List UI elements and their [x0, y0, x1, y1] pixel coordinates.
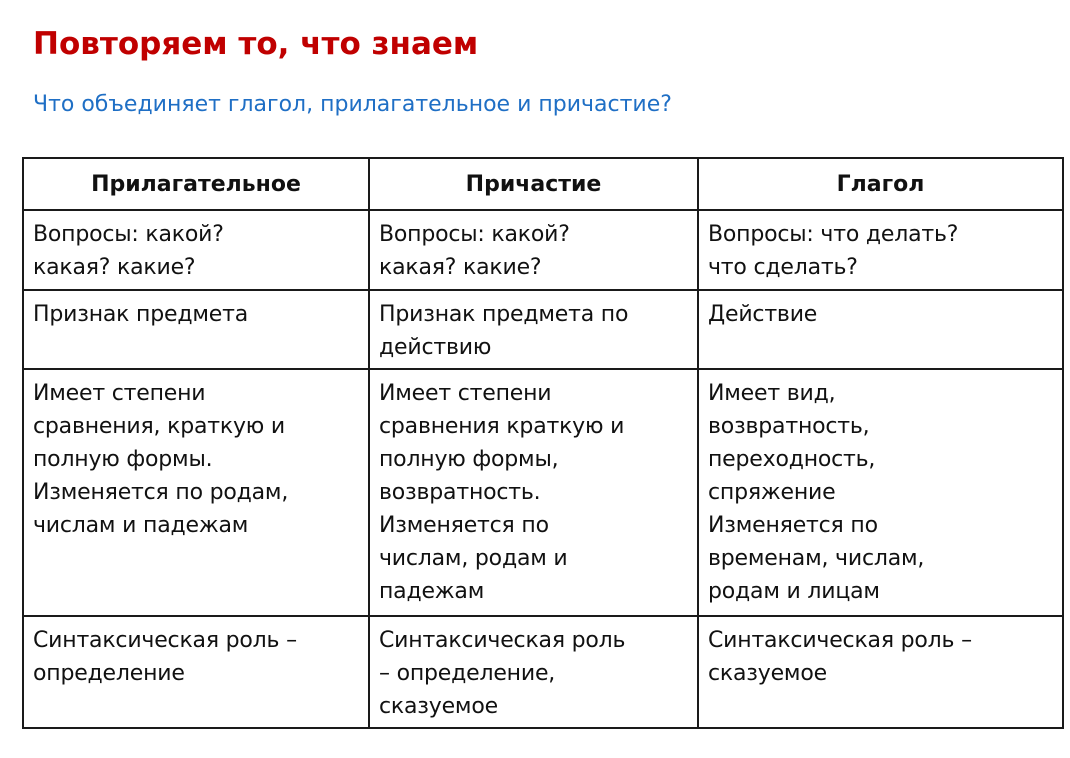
table-cell: Вопросы: какой? какая? какие? [369, 210, 698, 290]
table-cell: Признак предмета [23, 290, 369, 369]
comparison-table [22, 157, 1064, 729]
header-adjective: Прилагательное [23, 158, 369, 210]
header-participle: Причастие [369, 158, 698, 210]
table-row-features [23, 369, 1063, 616]
table-cell: Признак предмета по действию [369, 290, 698, 369]
table-cell: Синтаксическая роль – сказуемое [698, 616, 1063, 728]
table-cell: Имеет степени сравнения, краткую и полную формы. Изменяется по родам, числам и падежам [23, 369, 369, 616]
table-row-meaning [23, 290, 1063, 369]
table-cell: Синтаксическая роль – определение [23, 616, 369, 728]
table-cell: Имеет вид, возвратность, переходность, спряжение Изменяется по временам, числам, родам и лицам [698, 369, 1063, 616]
header-verb: Глагол [698, 158, 1063, 210]
table-cell: Синтаксическая роль – определение, сказуемое [369, 616, 698, 728]
table-cell: Имеет степени сравнения краткую и полную формы, возвратность. Изменяется по числам, родам и падежам [369, 369, 698, 616]
table-row-questions [23, 210, 1063, 290]
table-row-syntax [23, 616, 1063, 728]
table-cell: Вопросы: какой? какая? какие? [23, 210, 369, 290]
table-cell: Вопросы: что делать? что сделать? [698, 210, 1063, 290]
table-header-row [23, 158, 1063, 210]
slide-title: Повторяем то, что знаем [33, 26, 479, 62]
table-cell: Действие [698, 290, 1063, 369]
slide-subtitle: Что объединяет глагол, прилагательное и причастие? [33, 92, 672, 117]
